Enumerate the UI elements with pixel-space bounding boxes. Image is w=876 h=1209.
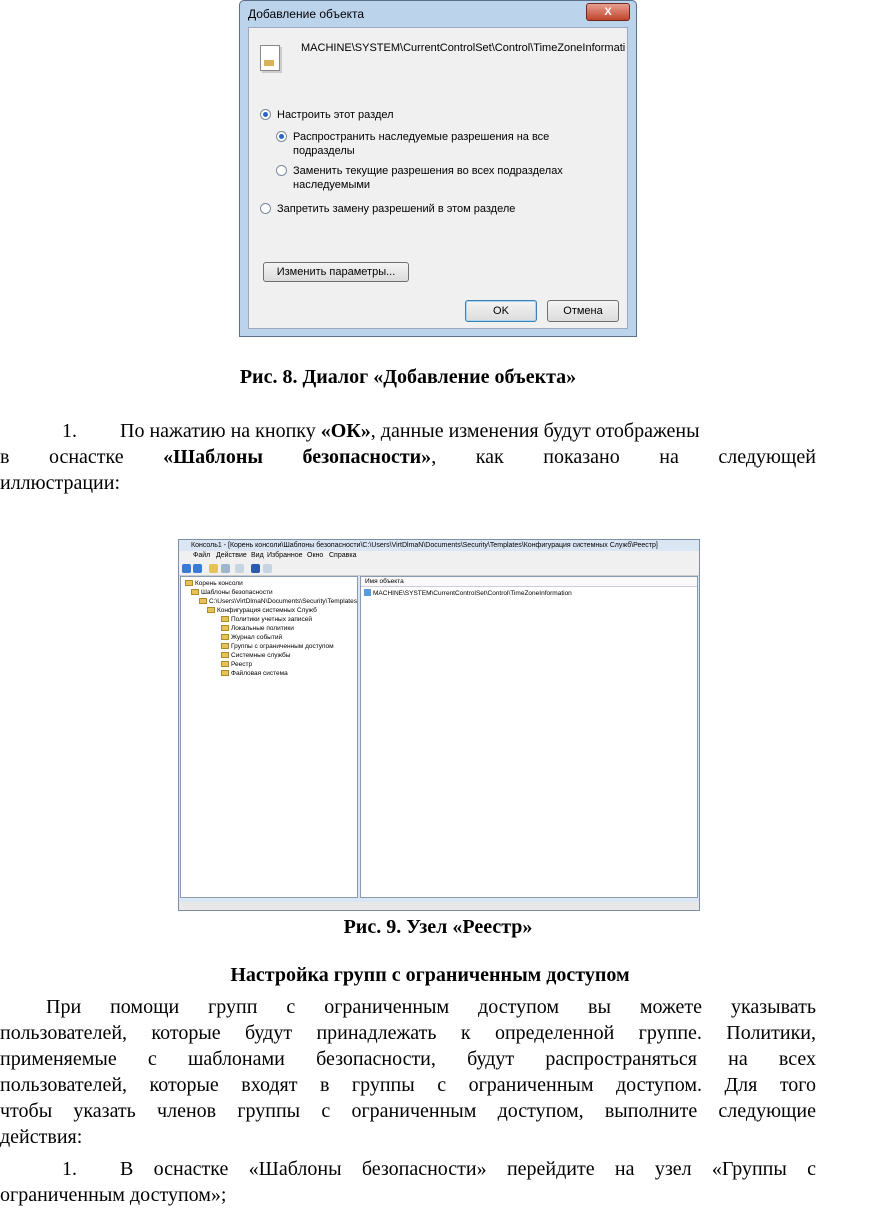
help-icon[interactable] xyxy=(251,564,260,573)
tree-item[interactable]: Конфигурация системных Служб xyxy=(207,606,317,615)
tree-pane xyxy=(180,576,358,898)
add-object-dialog xyxy=(239,0,637,337)
step2-line1: В оснастке «Шаблоны безопасности» перейдите на узел «Группы с xyxy=(120,1158,816,1180)
mmc-console-window xyxy=(178,539,700,911)
step1-line3: иллюстрации: xyxy=(0,472,121,494)
registry-key-icon xyxy=(260,45,280,71)
caption-fig9: Рис. 9. Узел «Реестр» xyxy=(343,916,533,938)
menu-file[interactable]: Файл xyxy=(193,552,211,559)
status-bar xyxy=(179,902,699,910)
paragraph-line: действия: xyxy=(0,1126,83,1148)
list-item[interactable]: MACHINE\SYSTEM\CurrentControlSet\Control\TimeZoneInformation xyxy=(364,589,572,598)
tree-item[interactable]: Группы с ограниченным доступом xyxy=(221,642,334,651)
tree-item[interactable]: Файловая система xyxy=(221,669,288,678)
ok-emphasis: «ОК» xyxy=(320,420,371,442)
object-path: MACHINE\SYSTEM\CurrentControlSet\Control\TimeZoneInformati xyxy=(301,42,626,54)
dialog-body xyxy=(248,27,628,329)
tree-item[interactable]: Политики учетных записей xyxy=(221,615,312,624)
tree-item-registry[interactable]: Реестр xyxy=(221,660,252,669)
radio-unselected-icon xyxy=(276,165,287,176)
menu-help[interactable]: Справка xyxy=(329,552,357,559)
paragraph-line: применяемые с шаблонами безопасности, будут распространяться на всех xyxy=(0,1048,816,1070)
paragraph-line: чтобы указать членов группы с ограниченным доступом, выполните следующие xyxy=(0,1100,816,1122)
column-header[interactable]: Имя объекта xyxy=(361,577,697,587)
radio-selected-icon xyxy=(276,131,287,142)
caption-fig8: Рис. 8. Диалог «Добавление объекта» xyxy=(239,366,577,388)
properties-icon[interactable] xyxy=(263,564,272,573)
tree-item[interactable]: Шаблоны безопасности xyxy=(191,588,273,597)
step2-number: 1. xyxy=(62,1158,77,1180)
cancel-button[interactable]: Отмена xyxy=(547,300,619,322)
tree-item[interactable]: Журнал событий xyxy=(221,633,282,642)
radio-deny-replace[interactable]: Запретить замену разрешений в этом разделе xyxy=(277,202,515,216)
menu-favorites[interactable]: Избранное xyxy=(267,552,303,559)
result-pane xyxy=(360,576,698,898)
menu-action[interactable]: Действие xyxy=(216,552,247,559)
radio-configure-key[interactable]: Настроить этот раздел xyxy=(277,108,394,122)
paragraph-line: При помощи групп с ограниченным доступом вы можете указывать xyxy=(46,996,816,1018)
ok-button[interactable]: OK xyxy=(465,300,537,322)
menu-bar xyxy=(179,551,699,562)
forward-icon[interactable] xyxy=(193,564,202,573)
radio-propagate[interactable]: Распространить наследуемые разрешения на все подразделы xyxy=(293,130,549,158)
step2-line2: ограниченным доступом»; xyxy=(0,1184,227,1206)
radio-selected-icon xyxy=(260,109,271,120)
menu-window[interactable]: Окно xyxy=(307,552,324,559)
dialog-title: Добавление объекта xyxy=(248,7,365,21)
toolbar xyxy=(179,562,699,576)
step1-number: 1. xyxy=(62,420,77,442)
step1-line2: в оснастке «Шаблоны безопасности», как показано на следующей xyxy=(0,446,816,468)
radio-replace[interactable]: Заменить текущие разрешения во всех подразделах наследуемыми xyxy=(293,164,563,192)
paragraph-line: пользователей, которые входят в группы с ограниченным доступом. Для того xyxy=(0,1074,816,1096)
change-settings-button[interactable]: Изменить параметры... xyxy=(263,262,409,282)
registry-icon xyxy=(364,589,371,596)
paragraph-line: пользователей, которые будут принадлежать к определенной группе. Политики, xyxy=(0,1022,816,1044)
radio-unselected-icon xyxy=(260,203,271,214)
close-button[interactable]: X xyxy=(586,3,630,21)
tree-item[interactable]: Корень консоли xyxy=(185,579,243,588)
step1-line1: По нажатию на кнопку «ОК», данные изменения будут отображены xyxy=(120,420,700,442)
back-icon[interactable] xyxy=(182,564,191,573)
folder-icon[interactable] xyxy=(209,564,218,573)
section-title: Настройка групп с ограниченным доступом xyxy=(230,964,630,986)
snapin-emphasis: «Шаблоны xyxy=(163,446,263,468)
menu-view[interactable]: Вид xyxy=(251,552,264,559)
tree-item[interactable]: C:\Users\VirtDlmaN\Documents\Security\Templates xyxy=(199,597,357,606)
console-title: Консоль1 - [Корень консоли\Шаблоны безопасности\C:\Users\VirtDlmaN\Documents\Security\Templates\Конфигурация системных Служб\Реестр] xyxy=(191,542,658,549)
export-icon[interactable] xyxy=(235,564,244,573)
console-tree-icon[interactable] xyxy=(221,564,230,573)
tree-item[interactable]: Системные службы xyxy=(221,651,290,660)
tree-item[interactable]: Локальные политики xyxy=(221,624,294,633)
